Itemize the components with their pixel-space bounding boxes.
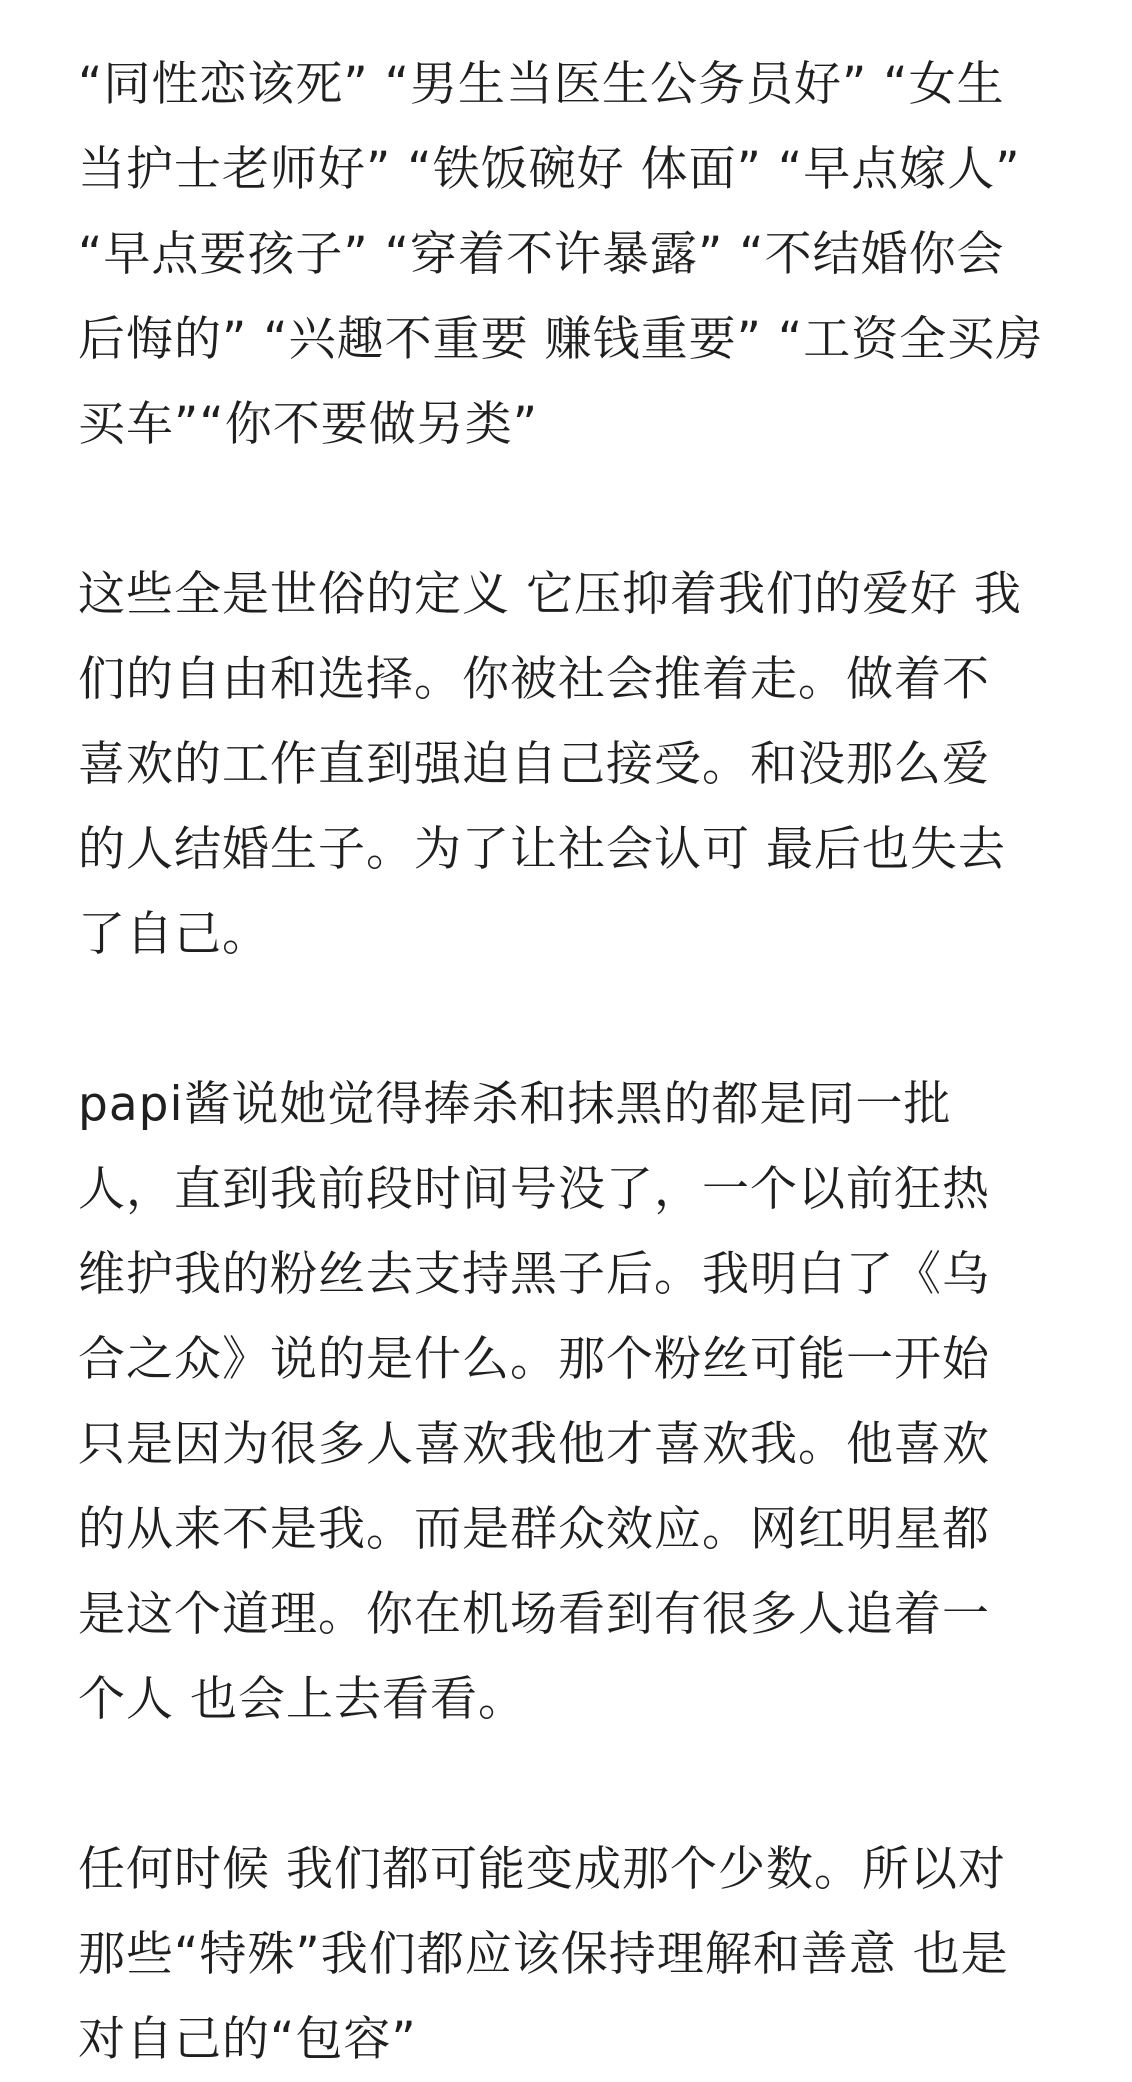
paragraph-social-definitions [78, 552, 1078, 977]
text-line: 了自己。 [78, 907, 270, 962]
text-line: 是这个道理。你在机场看到有很多人追着一 [78, 1587, 990, 1642]
paragraph-spacer [78, 1742, 1078, 1827]
text-line: 的人结婚生子。为了让社会认可 最后也失去 [78, 822, 1006, 877]
paragraph-tolerance [78, 1827, 1078, 2082]
text-line: 那些“特殊”我们都应该保持理解和善意 也是 [78, 1927, 1009, 1982]
text-line: “同性恋该死” “男生当医生公务员好” “女生 [78, 57, 1005, 112]
text-line: 这些全是世俗的定义 它压抑着我们的爱好 我 [78, 567, 1022, 622]
text-line: 后悔的” “兴趣不重要 赚钱重要” “工资全买房 [78, 312, 1044, 367]
text-line: 个人 也会上去看看。 [78, 1672, 526, 1727]
text-line: 任何时候 我们都可能变成那个少数。所以对 [78, 1842, 1006, 1897]
text-line: papi酱说她觉得捧杀和抹黑的都是同一批 [78, 1077, 952, 1132]
text-line: 买车”“你不要做另类” [78, 397, 539, 452]
text-line: 人，直到我前段时间号没了，一个以前狂热 [78, 1162, 990, 1217]
text-line: 维护我的粉丝去支持黑子后。我明白了《乌 [78, 1247, 990, 1302]
paragraph-spacer [78, 977, 1078, 1062]
article-body [78, 42, 1078, 2082]
paragraph-stereotypes [78, 42, 1078, 467]
text-line: “早点要孩子” “穿着不许暴露” “不结婚你会 [78, 227, 1005, 282]
text-line: 合之众》说的是什么。那个粉丝可能一开始 [78, 1332, 990, 1387]
text-line: 们的自由和选择。你被社会推着走。做着不 [78, 652, 990, 707]
text-line: 的从来不是我。而是群众效应。网红明星都 [78, 1502, 990, 1557]
text-line: 喜欢的工作直到强迫自己接受。和没那么爱 [78, 737, 990, 792]
text-line: 对自己的“包容” [78, 2012, 417, 2067]
paragraph-spacer [78, 467, 1078, 552]
text-line: 只是因为很多人喜欢我他才喜欢我。他喜欢 [78, 1417, 990, 1472]
paragraph-crowd-effect [78, 1062, 1078, 1742]
text-line: 当护士老师好” “铁饭碗好 体面” “早点嫁人” [78, 142, 1021, 197]
